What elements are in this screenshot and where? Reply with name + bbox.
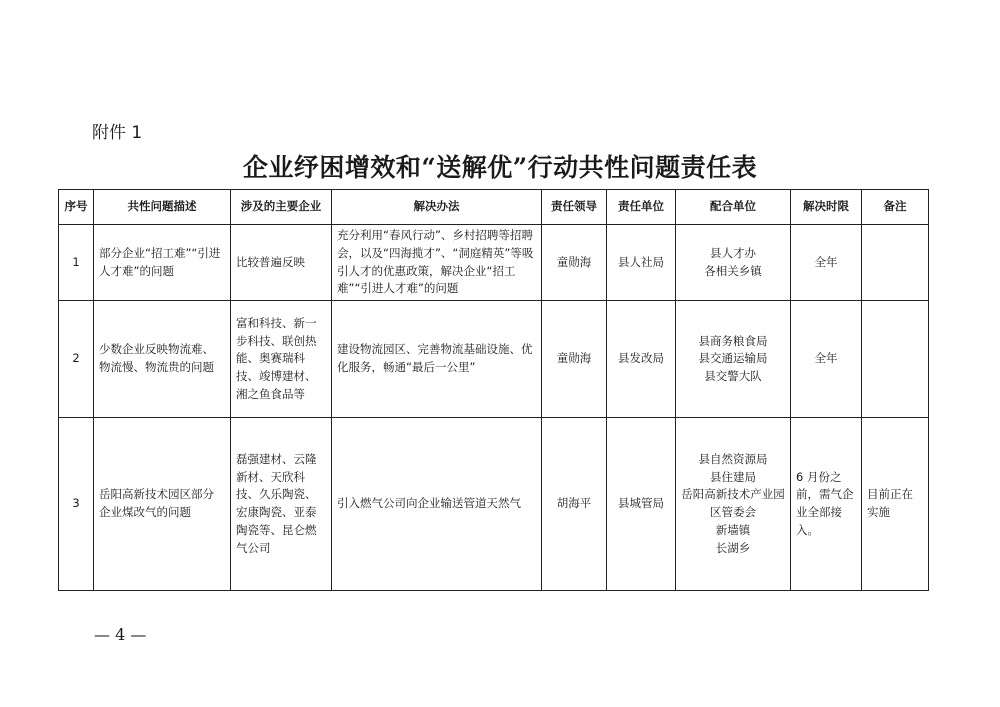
cell-enterprises: 磊强建材、云隆新材、天欣科技、久乐陶瓷、宏康陶瓷、亚泰陶瓷等、昆仑燃气公司 (231, 418, 332, 591)
cell-no: 1 (59, 225, 94, 301)
header-cooperating: 配合单位 (676, 190, 791, 225)
header-leader: 责任领导 (542, 190, 607, 225)
cooperating-unit: 县商务粮食局 (698, 333, 768, 348)
header-unit: 责任单位 (607, 190, 676, 225)
cell-leader: 童勋海 (542, 301, 607, 418)
cell-cooperating (676, 418, 791, 591)
table-header-row (59, 190, 929, 225)
cell-issue: 少数企业反映物流难、物流慢、物流贵的问题 (94, 301, 231, 418)
cell-solution: 建设物流园区、完善物流基础设施、优化服务，畅通“最后一公里” (332, 301, 542, 418)
header-enterprises: 涉及的主要企业 (231, 190, 332, 225)
cooperating-unit: 县交警大队 (704, 369, 762, 384)
cell-remark (862, 301, 929, 418)
cell-enterprises: 比较普遍反映 (231, 225, 332, 301)
cell-deadline: 6 月份之前，需气企业全部接入。 (791, 418, 862, 591)
cell-unit: 县人社局 (607, 225, 676, 301)
cell-unit: 县发改局 (607, 301, 676, 418)
responsibility-table (58, 189, 929, 591)
cooperating-unit: 长湖乡 (715, 540, 751, 555)
cell-unit: 县城管局 (607, 418, 676, 591)
header-deadline: 解决时限 (791, 190, 862, 225)
table-row (59, 418, 929, 591)
cell-enterprises: 富和科技、新一步科技、联创热能、奥赛瑞科技、竣博建材、湘之鱼食品等 (231, 301, 332, 418)
cell-no: 3 (59, 418, 94, 591)
document-title: 企业纾困增效和“送解优”行动共性问题责任表 (242, 153, 758, 182)
cell-issue: 部分企业“招工难”“引进人才难”的问题 (94, 225, 231, 301)
cell-solution: 充分利用“春风行动”、乡村招聘等招聘会，以及“四海揽才”、“洞庭精英”等吸引人才的优惠政策，解决企业“招工难”“引进人才难”的问题 (332, 225, 542, 301)
cell-cooperating (676, 225, 791, 301)
header-no: 序号 (59, 190, 94, 225)
cell-cooperating (676, 301, 791, 418)
page-number: — 4 — (94, 625, 147, 644)
cell-no: 2 (59, 301, 94, 418)
cell-leader: 童勋海 (542, 225, 607, 301)
cell-leader: 胡海平 (542, 418, 607, 591)
cell-remark (862, 225, 929, 301)
cell-solution: 引入燃气公司向企业输送管道天然气 (332, 418, 542, 591)
table-row (59, 301, 929, 418)
cell-deadline: 全年 (791, 225, 862, 301)
cooperating-unit: 县交通运输局 (698, 351, 768, 366)
cell-remark: 目前正在实施 (862, 418, 929, 591)
header-issue: 共性问题描述 (94, 190, 231, 225)
cell-deadline: 全年 (791, 301, 862, 418)
attachment-label: 附件 1 (92, 123, 143, 143)
header-remark: 备注 (862, 190, 929, 225)
cooperating-unit: 县住建局 (710, 469, 756, 484)
header-solution: 解决办法 (332, 190, 542, 225)
cooperating-unit: 新墙镇 (715, 523, 751, 538)
cooperating-unit: 县人才办 (710, 245, 756, 260)
cooperating-unit: 县自然资源局 (698, 451, 768, 466)
cooperating-unit: 岳阳高新技术产业园区管委会 (681, 487, 785, 520)
cell-issue: 岳阳高新技术园区部分企业煤改气的问题 (94, 418, 231, 591)
table-row (59, 225, 929, 301)
cooperating-unit: 各相关乡镇 (704, 263, 762, 278)
